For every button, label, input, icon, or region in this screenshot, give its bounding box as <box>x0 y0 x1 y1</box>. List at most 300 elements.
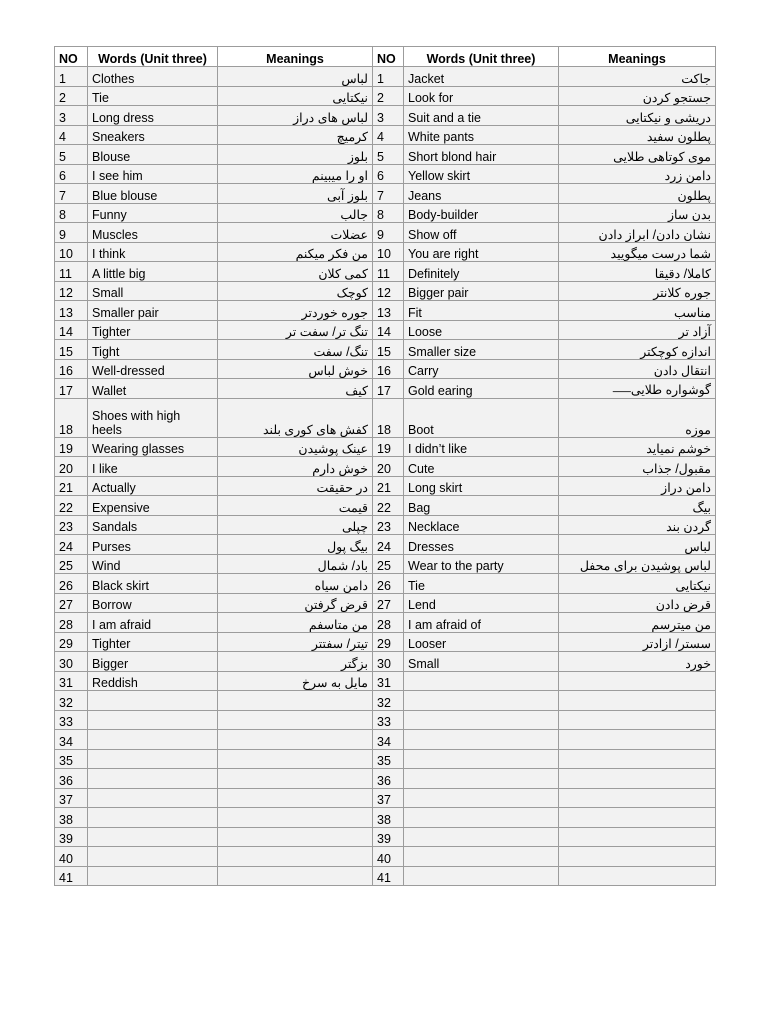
row-number <box>373 223 404 243</box>
word-cell <box>404 184 559 204</box>
meaning-cell-text: بیگ <box>692 500 711 515</box>
meaning-cell <box>218 223 373 243</box>
word-cell <box>404 496 559 516</box>
row-number <box>55 476 88 496</box>
meaning-cell <box>218 242 373 262</box>
meaning-cell <box>218 593 373 613</box>
row-number <box>373 398 404 437</box>
row-number <box>55 242 88 262</box>
row-number-text: 14 <box>59 325 73 339</box>
row-number-text: 10 <box>59 247 73 261</box>
word-cell <box>404 379 559 399</box>
row-number-text: 23 <box>59 520 73 534</box>
word-cell <box>88 379 218 399</box>
row-number-text: 15 <box>59 344 73 359</box>
word-cell-text: Wind <box>92 559 121 573</box>
meaning-cell-text: لباس پوشیدن برای محفل <box>579 559 711 573</box>
table-row <box>55 359 716 379</box>
row-number <box>55 827 88 847</box>
header-meanings-right: Meanings <box>559 47 716 67</box>
row-number-text: 17 <box>377 383 391 398</box>
word-cell <box>404 242 559 262</box>
row-number <box>373 281 404 301</box>
row-number <box>55 281 88 301</box>
word-cell-text: Suit and a tie <box>408 110 481 125</box>
table-row <box>55 164 716 184</box>
table-row <box>55 398 716 437</box>
word-cell <box>88 535 218 555</box>
row-number <box>55 398 88 437</box>
meaning-cell <box>559 710 716 730</box>
meaning-cell <box>218 164 373 184</box>
word-cell-text: A little big <box>92 266 146 281</box>
meaning-cell-text: انتقال دادن <box>653 364 711 378</box>
meaning-cell <box>559 164 716 184</box>
table-row <box>55 827 716 847</box>
word-cell <box>88 242 218 262</box>
row-number-text: 14 <box>377 325 391 339</box>
word-cell <box>88 788 218 808</box>
word-cell <box>404 320 559 340</box>
table-row <box>55 554 716 574</box>
meaning-cell-text: کاملا/ دقیقا <box>654 266 711 281</box>
row-number <box>55 340 88 360</box>
word-cell <box>404 203 559 223</box>
row-number <box>55 106 88 126</box>
meaning-cell <box>218 769 373 789</box>
meaning-cell <box>218 340 373 360</box>
meaning-cell <box>559 106 716 126</box>
word-cell-text: Tie <box>408 578 425 593</box>
row-number <box>55 652 88 672</box>
row-number <box>373 320 404 340</box>
row-number-text: 34 <box>377 734 391 749</box>
table-row <box>55 379 716 399</box>
table-row <box>55 320 716 340</box>
row-number-text: 1 <box>377 71 384 86</box>
word-cell <box>88 145 218 165</box>
row-number-text: 22 <box>377 500 391 515</box>
word-cell-text: Tie <box>92 91 109 105</box>
row-number <box>373 652 404 672</box>
meaning-cell <box>218 652 373 672</box>
row-number <box>373 515 404 535</box>
row-number-text: 18 <box>377 422 391 437</box>
meaning-cell-text: بدن ساز <box>667 208 711 222</box>
table-row <box>55 67 716 87</box>
word-cell-text: Blouse <box>92 149 131 164</box>
word-cell <box>404 164 559 184</box>
meaning-cell <box>559 847 716 867</box>
row-number-text: 23 <box>377 520 391 534</box>
row-number <box>55 515 88 535</box>
row-number <box>55 866 88 886</box>
word-cell <box>404 398 559 437</box>
meaning-cell <box>559 691 716 711</box>
table-row <box>55 340 716 360</box>
row-number-text: 5 <box>59 149 66 164</box>
meaning-cell <box>559 574 716 594</box>
meaning-cell <box>559 827 716 847</box>
word-cell <box>88 671 218 691</box>
row-number-text: 8 <box>377 208 384 222</box>
meaning-cell-text: جوره کلانتر <box>653 286 711 300</box>
row-number-text: 4 <box>59 130 66 144</box>
table-row <box>55 476 716 496</box>
word-cell-text: Jacket <box>408 71 445 86</box>
row-number <box>55 847 88 867</box>
row-number <box>373 710 404 730</box>
meaning-cell-text: سستر/ ازادتر <box>642 637 711 651</box>
row-number <box>373 125 404 145</box>
meaning-cell <box>218 320 373 340</box>
meaning-cell-text: مناسب <box>673 305 711 320</box>
row-number-text: 6 <box>59 169 66 183</box>
meaning-cell <box>559 340 716 360</box>
row-number-text: 16 <box>59 364 73 378</box>
word-cell-text: Purses <box>92 539 131 554</box>
row-number-text: 33 <box>59 715 73 729</box>
row-number <box>373 164 404 184</box>
meaning-cell <box>559 145 716 165</box>
meaning-cell-text: پطلون سفید <box>646 130 711 144</box>
word-cell <box>404 86 559 106</box>
word-cell-text: Boot <box>408 422 434 437</box>
word-cell <box>404 359 559 379</box>
row-number-text: 3 <box>59 110 66 125</box>
table-row <box>55 281 716 301</box>
row-number <box>373 574 404 594</box>
meaning-cell <box>559 359 716 379</box>
meaning-cell <box>559 86 716 106</box>
word-cell <box>404 67 559 87</box>
meaning-cell <box>559 457 716 477</box>
row-number-text: 15 <box>377 344 391 359</box>
meaning-cell <box>218 262 373 282</box>
meaning-cell <box>218 730 373 750</box>
row-number <box>55 535 88 555</box>
row-number <box>55 379 88 399</box>
row-number-text: 40 <box>59 851 73 866</box>
row-number-text: 25 <box>59 559 73 573</box>
table-row <box>55 86 716 106</box>
row-number-text: 7 <box>377 188 384 203</box>
meaning-cell <box>218 671 373 691</box>
row-number-text: 35 <box>59 754 73 768</box>
meaning-cell-text: من فکر میکنم <box>295 247 368 261</box>
word-cell <box>88 730 218 750</box>
row-number-text: 17 <box>59 383 73 398</box>
meaning-cell <box>559 320 716 340</box>
row-number-text: 11 <box>377 266 390 281</box>
meaning-cell-text: خوش دارم <box>312 461 368 476</box>
meaning-cell <box>218 398 373 437</box>
table-row <box>55 145 716 165</box>
header-meanings-left: Meanings <box>218 47 373 67</box>
row-number-text: 5 <box>377 149 384 164</box>
word-cell <box>404 554 559 574</box>
word-cell <box>404 749 559 769</box>
meaning-cell <box>218 710 373 730</box>
meaning-cell <box>218 125 373 145</box>
meaning-cell <box>559 769 716 789</box>
row-number-text: 20 <box>59 461 73 476</box>
row-number <box>373 535 404 555</box>
meaning-cell <box>218 184 373 204</box>
table-row <box>55 593 716 613</box>
word-cell <box>88 691 218 711</box>
word-cell-text: Long dress <box>92 110 154 125</box>
row-number <box>55 593 88 613</box>
word-cell-text: Tighter <box>92 325 131 339</box>
word-cell <box>404 632 559 652</box>
vocabulary-table <box>54 46 716 886</box>
row-number-text: 18 <box>59 422 73 437</box>
meaning-cell-text: خوش لباس <box>308 364 368 378</box>
word-cell <box>88 184 218 204</box>
table-row <box>55 535 716 555</box>
row-number <box>55 125 88 145</box>
word-cell-text: Wallet <box>92 383 127 398</box>
row-number <box>55 67 88 87</box>
word-cell <box>88 574 218 594</box>
row-number <box>373 379 404 399</box>
header-no-left: NO <box>55 47 88 67</box>
word-cell <box>88 398 218 437</box>
meaning-cell <box>559 242 716 262</box>
table-row <box>55 223 716 243</box>
row-number-text: 22 <box>59 500 73 515</box>
row-number <box>55 359 88 379</box>
row-number <box>373 145 404 165</box>
word-cell-text: Lend <box>408 598 436 612</box>
word-cell-text: Looser <box>408 637 447 651</box>
meaning-cell-text: عضلات <box>330 227 368 242</box>
row-number-text: 30 <box>59 656 73 671</box>
meaning-cell-text: لباس <box>684 539 711 554</box>
row-number <box>373 847 404 867</box>
word-cell <box>404 827 559 847</box>
meaning-cell <box>559 652 716 672</box>
row-number <box>373 437 404 457</box>
word-cell <box>88 593 218 613</box>
row-number-text: 4 <box>377 130 384 144</box>
meaning-cell <box>218 379 373 399</box>
row-number <box>55 769 88 789</box>
meaning-cell <box>559 223 716 243</box>
meaning-cell <box>559 632 716 652</box>
word-cell-text: Gold earing <box>408 383 473 398</box>
meaning-cell <box>559 749 716 769</box>
table-row <box>55 769 716 789</box>
row-number <box>55 457 88 477</box>
word-cell-text: Fit <box>408 305 422 320</box>
meaning-cell-text: گردن بند <box>666 520 711 534</box>
meaning-cell-text: بلوز آبی <box>327 188 368 203</box>
row-number-text: 24 <box>59 539 73 554</box>
row-number <box>55 749 88 769</box>
row-number <box>373 301 404 321</box>
meaning-cell-text: جالب <box>340 208 368 222</box>
row-number <box>373 340 404 360</box>
row-number <box>373 730 404 750</box>
word-cell <box>88 749 218 769</box>
word-cell <box>404 671 559 691</box>
word-cell <box>404 710 559 730</box>
meaning-cell <box>559 554 716 574</box>
table-row <box>55 574 716 594</box>
row-number-text: 7 <box>59 188 66 203</box>
row-number <box>373 359 404 379</box>
word-cell <box>404 730 559 750</box>
meaning-cell <box>559 301 716 321</box>
meaning-cell <box>218 691 373 711</box>
word-cell-text: Tighter <box>92 637 131 651</box>
meaning-cell-text: نشان دادن/ ابراز دادن <box>598 227 711 242</box>
word-cell <box>404 476 559 496</box>
table-row <box>55 515 716 535</box>
meaning-cell-text: قیمت <box>338 500 368 515</box>
word-cell <box>88 866 218 886</box>
row-number-text: 27 <box>377 598 391 612</box>
meaning-cell-text: قرض دادن <box>655 598 711 612</box>
word-cell <box>88 632 218 652</box>
meaning-cell-text: موی کوتاهی طلایی <box>613 149 711 164</box>
meaning-cell-text: من میترسم <box>651 617 711 632</box>
meaning-cell-text: نیکتایی <box>675 578 711 593</box>
meaning-cell-text: تیتر/ سفتتر <box>311 637 368 651</box>
meaning-cell <box>559 866 716 886</box>
row-number-text: 26 <box>59 578 73 593</box>
word-cell <box>404 125 559 145</box>
word-cell <box>88 437 218 457</box>
word-cell-text: Borrow <box>92 598 132 612</box>
word-cell-text: Cute <box>408 461 435 476</box>
row-number <box>373 106 404 126</box>
row-number-text: 30 <box>377 656 391 671</box>
meaning-cell <box>559 398 716 437</box>
header-row <box>55 47 716 67</box>
word-cell <box>88 827 218 847</box>
row-number-text: 24 <box>377 539 391 554</box>
row-number <box>55 145 88 165</box>
word-cell <box>404 808 559 828</box>
word-cell-text: Small <box>408 656 440 671</box>
word-cell-text: Long skirt <box>408 481 463 495</box>
row-number-text: 13 <box>59 305 73 320</box>
meaning-cell <box>218 476 373 496</box>
row-number <box>373 632 404 652</box>
row-number <box>373 593 404 613</box>
row-number-text: 41 <box>59 871 73 885</box>
row-number-text: 20 <box>377 461 391 476</box>
row-number-text: 3 <box>377 110 384 125</box>
row-number <box>55 730 88 750</box>
meaning-cell <box>218 145 373 165</box>
row-number <box>373 184 404 204</box>
table-row <box>55 242 716 262</box>
row-number <box>373 476 404 496</box>
meaning-cell-text: عینک پوشیدن <box>298 442 368 456</box>
row-number <box>373 554 404 574</box>
meaning-cell-text: موزه <box>685 422 711 437</box>
row-number <box>55 671 88 691</box>
row-number <box>55 632 88 652</box>
row-number <box>55 164 88 184</box>
meaning-cell <box>559 262 716 282</box>
word-cell <box>88 67 218 87</box>
strikethrough-mark-icon: —— <box>612 385 631 396</box>
word-cell-text: Yellow skirt <box>408 169 471 183</box>
word-cell-text: Shoes with high heels <box>92 408 181 437</box>
meaning-cell-text: جستجو کردن <box>642 91 711 105</box>
row-number <box>55 808 88 828</box>
word-cell <box>88 281 218 301</box>
header-no-right: NO <box>373 47 404 67</box>
meaning-cell-text: بلوز <box>347 149 368 164</box>
row-number <box>373 691 404 711</box>
meaning-cell <box>218 203 373 223</box>
row-number <box>55 710 88 730</box>
word-cell <box>88 320 218 340</box>
row-number-text: 10 <box>377 247 391 261</box>
row-number <box>55 203 88 223</box>
row-number <box>373 827 404 847</box>
row-number <box>55 184 88 204</box>
word-cell-text: Bigger <box>92 656 129 671</box>
word-cell-text: Funny <box>92 208 127 222</box>
row-number-text: 12 <box>59 286 73 300</box>
meaning-cell-text: جوره خوردتر <box>301 305 368 320</box>
row-number-text: 28 <box>59 617 73 632</box>
row-number-text: 16 <box>377 364 391 378</box>
word-cell <box>88 262 218 282</box>
header-words-right: Words (Unit three) <box>404 47 559 67</box>
word-cell-text: Wear to the party <box>408 559 504 573</box>
table-row <box>55 730 716 750</box>
meaning-cell <box>218 515 373 535</box>
word-cell-text: Show off <box>408 227 457 242</box>
meaning-cell-text: کفش های کوری بلند <box>263 422 368 437</box>
meaning-cell <box>559 593 716 613</box>
table-row <box>55 788 716 808</box>
row-number <box>373 86 404 106</box>
word-cell-text: Dresses <box>408 539 454 554</box>
meaning-cell <box>218 613 373 633</box>
word-cell <box>88 223 218 243</box>
meaning-cell <box>218 359 373 379</box>
word-cell-text: I think <box>92 247 126 261</box>
meaning-cell <box>559 125 716 145</box>
table-row <box>55 457 716 477</box>
word-cell <box>404 866 559 886</box>
row-number-text: 39 <box>59 832 73 846</box>
row-number-text: 36 <box>377 773 391 788</box>
meaning-cell-text: دامن زرد <box>664 169 711 183</box>
word-cell <box>404 613 559 633</box>
row-number-text: 11 <box>59 266 72 281</box>
meaning-cell-text: تنگ تر/ سفت تر <box>285 325 368 339</box>
word-cell-text: I didn’t like <box>408 442 468 456</box>
table-row <box>55 632 716 652</box>
word-cell <box>404 847 559 867</box>
meaning-cell <box>559 535 716 555</box>
meaning-cell-text: دامن سیاه <box>314 578 368 593</box>
word-cell <box>404 457 559 477</box>
meaning-cell <box>559 476 716 496</box>
meaning-cell <box>218 86 373 106</box>
row-number-text: 31 <box>377 676 391 690</box>
